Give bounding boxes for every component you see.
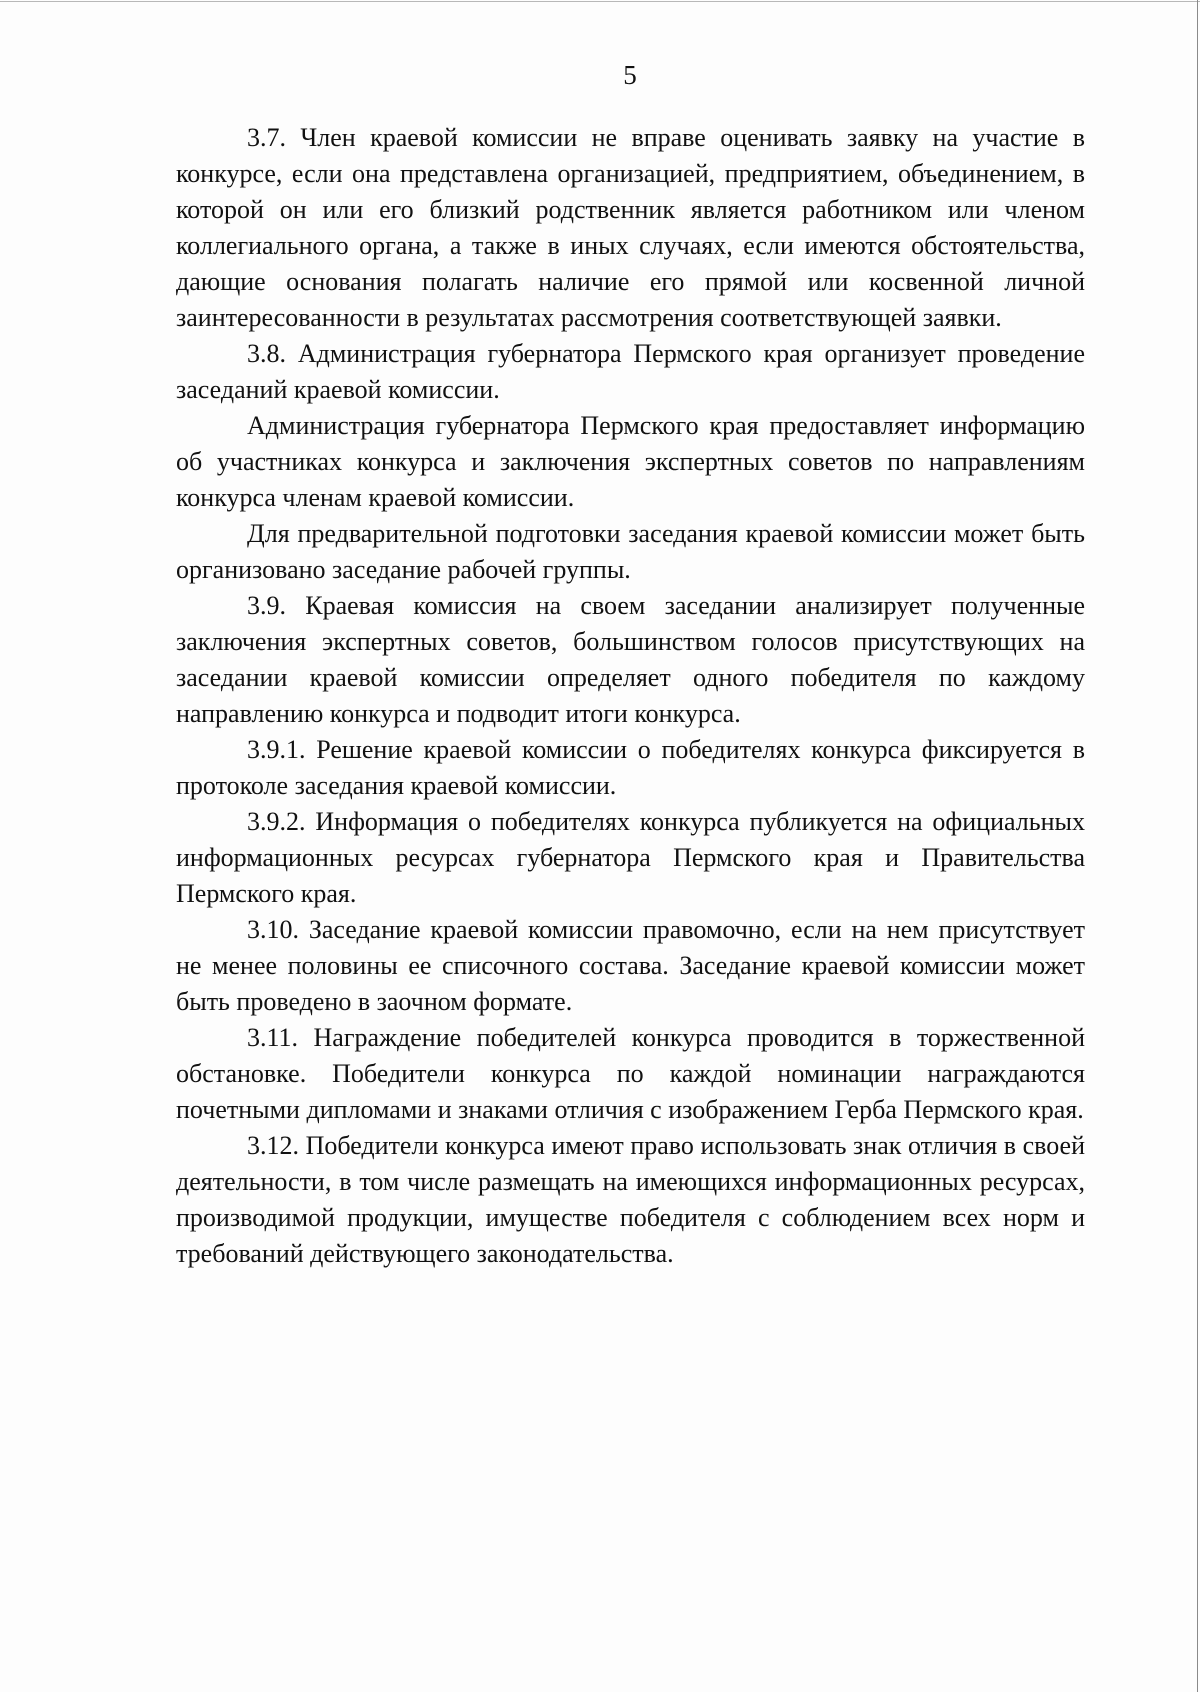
scan-edge-top [0,1,1200,2]
scan-edge-right [1197,0,1198,1692]
paragraph-3-9-1: 3.9.1. Решение краевой комиссии о победителях конкурса фиксируется в протоколе заседания краевой комиссии. [176,735,1085,800]
paragraph-3-8: 3.8. Администрация губернатора Пермского края организует проведение заседаний краевой комиссии. [176,339,1085,404]
paragraph-3-9: 3.9. Краевая комиссия на своем заседании анализирует полученные заключения экспертных советов, большинством голосов присутствующих на заседании краевой комиссии определяет одного победителя по каждому направлению конкурса и подводит итоги конкурса. [176,591,1085,728]
paragraph-3-8-working-group: Для предварительной подготовки заседания краевой комиссии может быть организовано заседание рабочей группы. [176,519,1085,584]
paragraph-3-12: 3.12. Победители конкурса имеют право использовать знак отличия в своей деятельности, в том числе размещать на имеющихся информационных ресурсах, производимой продукции, имуществе победителя с соблюдением всех норм и требований действующего законодательства. [176,1131,1085,1268]
paragraph-3-9-2: 3.9.2. Информация о победителях конкурса публикуется на официальных информационных ресурсах губернатора Пермского края и Правительства Пермского края. [176,807,1085,908]
page-number: 5 [623,60,637,90]
document-body [176,120,1085,1272]
paragraph-3-7: 3.7. Член краевой комиссии не вправе оценивать заявку на участие в конкурсе, если она представлена организацией, предприятием, объединением, в которой он или его близкий родственник является работником или членом коллегиального органа, а также в иных случаях, если имеются обстоятельства, дающие основания полагать наличие его прямой или косвенной личной заинтересованности в результатах рассмотрения соответствующей заявки. [176,123,1085,332]
paragraph-3-10: 3.10. Заседание краевой комиссии правомочно, если на нем присутствует не менее половины ее списочного состава. Заседание краевой комиссии может быть проведено в заочном формате. [176,915,1085,1016]
paragraph-3-11: 3.11. Награждение победителей конкурса проводится в торжественной обстановке. Победители конкурса по каждой номинации награждаются почетными дипломами и знаками отличия с изображением Герба Пермского края. [176,1023,1085,1124]
paragraph-3-8-administration: Администрация губернатора Пермского края предоставляет информацию об участниках конкурса и заключения экспертных советов по направлениям конкурса членам краевой комиссии. [176,411,1085,512]
